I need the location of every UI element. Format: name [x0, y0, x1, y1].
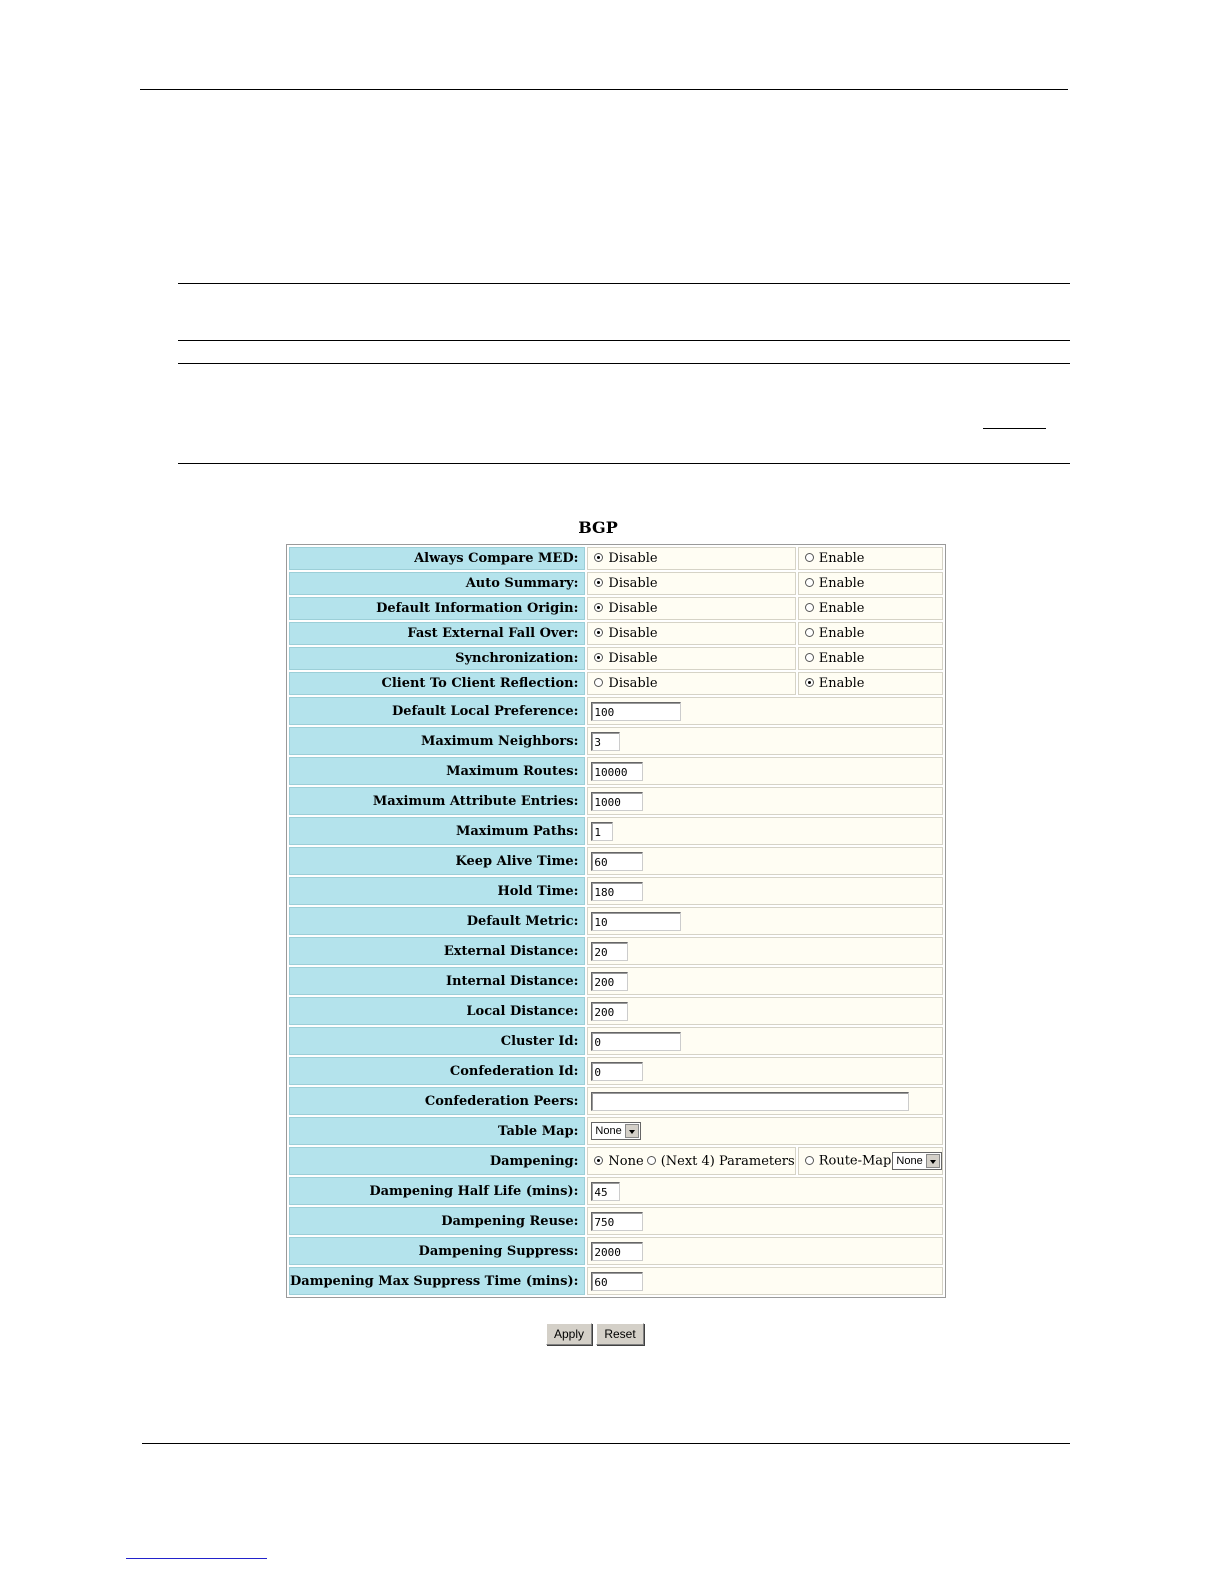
radio-unselected-icon[interactable] — [647, 1156, 656, 1165]
row-maximum-neighbors — [289, 727, 943, 755]
external-distance-input[interactable]: 20 — [591, 942, 628, 961]
field-label: Dampening Half Life (mins): — [289, 1177, 585, 1205]
row-dampening-suppress — [289, 1237, 943, 1265]
field-label: Dampening Suppress: — [289, 1237, 585, 1265]
row-fast-external-fall-over — [289, 622, 943, 645]
radio-label: Disable — [608, 651, 658, 666]
row-hold-time — [289, 877, 943, 905]
field-label: Internal Distance: — [289, 967, 585, 995]
cluster-id-input[interactable]: 0 — [591, 1032, 681, 1051]
row-dampening-max-suppress-time — [289, 1267, 943, 1295]
row-keep-alive-time — [289, 847, 943, 875]
radio-label: Enable — [818, 626, 865, 641]
note-rule-top — [178, 283, 1070, 284]
radio-unselected-icon[interactable] — [805, 1156, 814, 1165]
radio-label: Enable — [818, 676, 865, 691]
radio-label: Disable — [608, 601, 658, 616]
select-value: None — [896, 1155, 923, 1167]
row-default-metric — [289, 907, 943, 935]
radio-disable-cell[interactable] — [587, 597, 795, 620]
radio-label: Disable — [608, 626, 658, 641]
radio-enable-cell[interactable] — [798, 572, 943, 595]
radio-enable-cell[interactable] — [798, 672, 943, 695]
field-label: Cluster Id: — [289, 1027, 585, 1055]
form-title: BGP — [578, 518, 618, 537]
radio-label: Enable — [818, 601, 865, 616]
row-confederation-id — [289, 1057, 943, 1085]
radio-unselected-icon[interactable] — [805, 553, 814, 562]
field-label: Default Local Preference: — [289, 697, 585, 725]
row-external-distance — [289, 937, 943, 965]
field-label: Fast External Fall Over: — [289, 622, 585, 645]
maximum-paths-input[interactable]: 1 — [591, 822, 613, 841]
dropdown-arrow-icon[interactable] — [625, 1124, 639, 1138]
radio-selected-icon[interactable] — [594, 653, 603, 662]
radio-label: Disable — [608, 551, 658, 566]
row-maximum-attribute-entries — [289, 787, 943, 815]
radio-enable-cell[interactable] — [798, 597, 943, 620]
radio-selected-icon[interactable] — [594, 578, 603, 587]
radio-disable-cell[interactable] — [587, 572, 795, 595]
field-label: Default Information Origin: — [289, 597, 585, 620]
row-internal-distance — [289, 967, 943, 995]
field-label: Maximum Routes: — [289, 757, 585, 785]
field-label: Maximum Paths: — [289, 817, 585, 845]
radio-disable-cell[interactable] — [587, 622, 795, 645]
radio-unselected-icon[interactable] — [594, 678, 603, 687]
maximum-routes-input[interactable]: 10000 — [591, 762, 643, 781]
field-label: Keep Alive Time: — [289, 847, 585, 875]
dampening-routemap-cell — [798, 1147, 943, 1175]
field-label: Auto Summary: — [289, 572, 585, 595]
radio-selected-icon[interactable] — [594, 628, 603, 637]
radio-label: Enable — [818, 576, 865, 591]
footer-link-underline[interactable] — [126, 1558, 267, 1559]
maximum-neighbors-input[interactable]: 3 — [591, 732, 620, 751]
radio-label: Disable — [608, 576, 658, 591]
confederation-id-input[interactable]: 0 — [591, 1062, 643, 1081]
radio-enable-cell[interactable] — [798, 647, 943, 670]
confederation-peers-input[interactable] — [591, 1092, 909, 1111]
field-label: Dampening Reuse: — [289, 1207, 585, 1235]
note-rule-bottom — [178, 340, 1070, 341]
radio-label-parameters: (Next 4) Parameters — [660, 1153, 795, 1169]
header-rule — [140, 89, 1068, 90]
radio-enable-cell[interactable] — [798, 622, 943, 645]
field-label: Table Map: — [289, 1117, 585, 1145]
apply-button[interactable]: Apply — [546, 1323, 592, 1345]
row-table-map — [289, 1117, 943, 1145]
row-maximum-paths — [289, 817, 943, 845]
row-client-to-client-reflection — [289, 672, 943, 695]
radio-selected-icon[interactable] — [594, 1156, 603, 1165]
row-cluster-id — [289, 1027, 943, 1055]
dampening-mode-cell — [587, 1147, 795, 1175]
field-label: Dampening: — [289, 1147, 585, 1175]
dropdown-arrow-icon[interactable] — [926, 1154, 940, 1168]
field-label: Maximum Attribute Entries: — [289, 787, 585, 815]
radio-selected-icon[interactable] — [594, 553, 603, 562]
row-dampening-reuse — [289, 1207, 943, 1235]
row-auto-summary — [289, 572, 943, 595]
field-label: Maximum Neighbors: — [289, 727, 585, 755]
maximum-attribute-entries-input[interactable]: 1000 — [591, 792, 643, 811]
radio-label: Enable — [818, 651, 865, 666]
row-always-compare-med — [289, 547, 943, 570]
radio-label: Enable — [818, 551, 865, 566]
select-value: None — [595, 1125, 622, 1137]
radio-selected-icon[interactable] — [805, 678, 814, 687]
radio-disable-cell[interactable] — [587, 647, 795, 670]
footer-rule — [142, 1443, 1070, 1444]
table-rule-bottom — [178, 463, 1070, 464]
radio-label-route-map: Route-Map — [818, 1153, 892, 1169]
reset-button[interactable]: Reset — [596, 1323, 644, 1345]
radio-disable-cell[interactable] — [587, 672, 795, 695]
row-maximum-routes — [289, 757, 943, 785]
table-cell-underline — [983, 428, 1046, 429]
row-dampening-half-life — [289, 1177, 943, 1205]
field-label: Dampening Max Suppress Time (mins): — [289, 1267, 585, 1295]
dampening-max-suppress-time-input[interactable]: 60 — [591, 1272, 643, 1291]
hold-time-input[interactable]: 180 — [591, 882, 643, 901]
field-label: External Distance: — [289, 937, 585, 965]
dampening-suppress-input[interactable]: 2000 — [591, 1242, 643, 1261]
radio-selected-icon[interactable] — [594, 603, 603, 612]
default-metric-input[interactable]: 10 — [591, 912, 681, 931]
row-synchronization — [289, 647, 943, 670]
local-distance-input[interactable]: 200 — [591, 1002, 628, 1021]
radio-disable-cell[interactable] — [587, 547, 795, 570]
default-local-preference-input[interactable]: 100 — [591, 702, 681, 721]
table-rule-top — [178, 363, 1070, 364]
dampening-reuse-input[interactable]: 750 — [591, 1212, 643, 1231]
radio-unselected-icon[interactable] — [805, 603, 814, 612]
internal-distance-input[interactable]: 200 — [591, 972, 628, 991]
field-label: Local Distance: — [289, 997, 585, 1025]
row-default-information-origin — [289, 597, 943, 620]
radio-label-none: None — [608, 1153, 644, 1169]
field-label: Confederation Id: — [289, 1057, 585, 1085]
row-dampening — [289, 1147, 943, 1175]
bgp-config-form — [286, 544, 946, 1298]
field-label: Always Compare MED: — [289, 547, 585, 570]
field-label: Default Metric: — [289, 907, 585, 935]
field-label: Hold Time: — [289, 877, 585, 905]
radio-unselected-icon[interactable] — [805, 578, 814, 587]
table-map-select[interactable] — [591, 1122, 640, 1140]
radio-unselected-icon[interactable] — [805, 653, 814, 662]
field-label: Client To Client Reflection: — [289, 672, 585, 695]
dampening-half-life-input[interactable]: 45 — [591, 1182, 620, 1201]
route-map-select[interactable] — [892, 1152, 941, 1170]
row-local-distance — [289, 997, 943, 1025]
row-confederation-peers — [289, 1087, 943, 1115]
radio-unselected-icon[interactable] — [805, 628, 814, 637]
keep-alive-time-input[interactable]: 60 — [591, 852, 643, 871]
field-label: Synchronization: — [289, 647, 585, 670]
field-label: Confederation Peers: — [289, 1087, 585, 1115]
radio-enable-cell[interactable] — [798, 547, 943, 570]
radio-label: Disable — [608, 676, 658, 691]
row-default-local-preference — [289, 697, 943, 725]
